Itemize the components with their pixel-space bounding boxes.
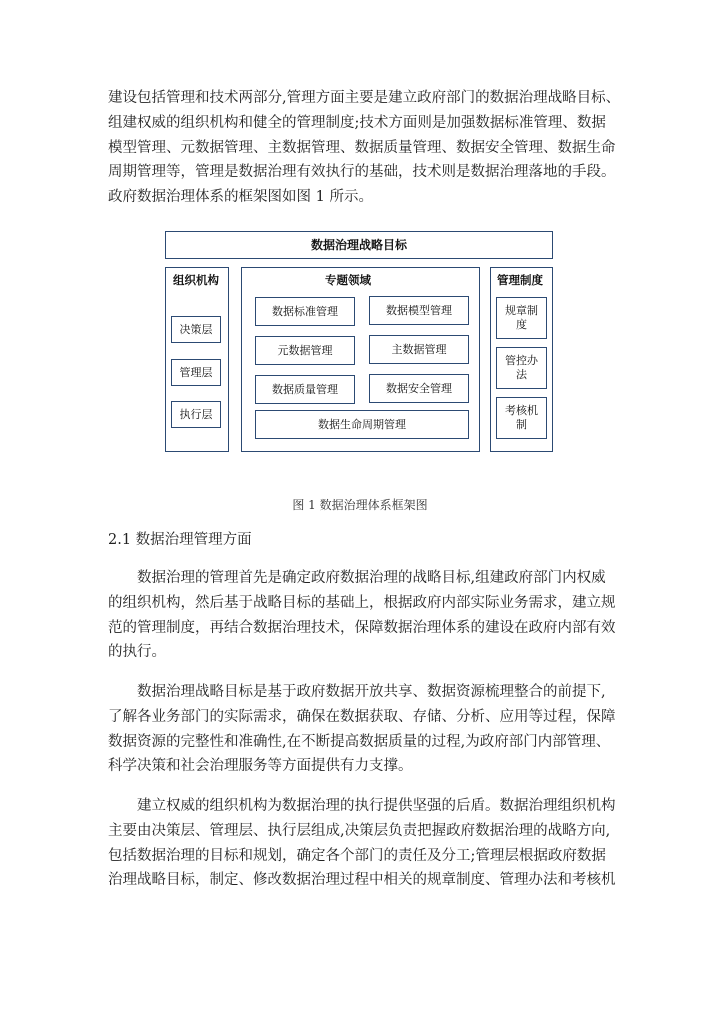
topic-master-data: 主数据管理 xyxy=(369,335,469,364)
org-item-execution: 执行层 xyxy=(171,401,221,428)
governance-framework-diagram xyxy=(165,231,553,452)
rule-assessment: 考核机制 xyxy=(496,397,547,439)
text-line: 包括数据治理的目标和规划，确定各个部门的责任及分工;管理层根据政府数据 xyxy=(108,847,606,864)
topic-data-security: 数据安全管理 xyxy=(369,374,469,403)
intro-paragraph xyxy=(108,86,628,210)
body-paragraph xyxy=(108,680,628,779)
rule-control-methods: 管控办法 xyxy=(496,347,547,389)
text-line: 的执行。 xyxy=(108,644,166,661)
text-line: 周期管理等，管理是数据治理有效执行的基础，技术则是数据治理落地的手段。 xyxy=(108,164,616,181)
topic-data-quality: 数据质量管理 xyxy=(255,375,355,404)
body-paragraph xyxy=(108,566,628,665)
text-line: 模型管理、元数据管理、主数据管理、数据质量管理、数据安全管理、数据生命 xyxy=(108,139,616,156)
text-line: 范的管理制度，再结合数据治理技术，保障数据治理体系的建设在政府内部有效 xyxy=(108,619,616,636)
text-line: 数据治理战略目标是基于政府数据开放共享、数据资源梳理整合的前提下, xyxy=(137,684,606,700)
text-line: 政府数据治理体系的框架图如图 1 所示。 xyxy=(108,189,373,206)
topics-column-title: 专题领域 xyxy=(325,273,371,287)
text-line: 建立权威的组织机构为数据治理的执行提供坚强的后盾。数据治理组织机构 xyxy=(137,798,616,814)
text-line: 主要由决策层、管理层、执行层组成,决策层负责把握政府数据治理的战略方向, xyxy=(108,822,611,839)
topic-metadata: 元数据管理 xyxy=(255,336,355,365)
text-line: 的组织机构，然后基于战略目标的基础上，根据政府内部实际业务需求，建立规 xyxy=(108,594,616,611)
org-column-title: 组织机构 xyxy=(173,273,219,287)
topic-lifecycle: 数据生命周期管理 xyxy=(255,410,469,439)
text-line: 数据治理的管理首先是确定政府数据治理的战略目标,组建政府部门内权威 xyxy=(137,570,606,586)
text-line: 建设包括管理和技术两部分,管理方面主要是建立政府部门的数据治理战略目标、 xyxy=(108,90,621,106)
topic-data-model: 数据模型管理 xyxy=(369,296,469,325)
section-heading: 2.1 数据治理管理方面 xyxy=(108,532,252,548)
rule-regulations: 规章制度 xyxy=(496,297,547,339)
strategy-goal-box: 数据治理战略目标 xyxy=(165,231,553,259)
text-line: 数据资源的完整性和准确性,在不断提高数据质量的过程,为政府部门内部管理、 xyxy=(108,733,611,750)
org-item-decision: 决策层 xyxy=(171,316,221,343)
topic-data-standard: 数据标准管理 xyxy=(255,297,355,326)
rules-column-title: 管理制度 xyxy=(497,273,543,287)
figure-caption: 图 1 数据治理体系框架图 xyxy=(292,498,428,512)
text-line: 了解各业务部门的实际需求，确保在数据获取、存储、分析、应用等过程，保障 xyxy=(108,708,616,725)
text-line: 治理战略目标，制定、修改数据治理过程中相关的规章制度、管理办法和考核机 xyxy=(108,872,616,889)
text-line: 科学决策和社会治理服务等方面提供有力支撑。 xyxy=(108,758,413,775)
body-paragraph xyxy=(108,794,628,893)
org-item-management: 管理层 xyxy=(171,359,221,386)
text-line: 组建权威的组织机构和健全的管理制度;技术方面则是加强数据标准管理、数据 xyxy=(108,114,606,131)
